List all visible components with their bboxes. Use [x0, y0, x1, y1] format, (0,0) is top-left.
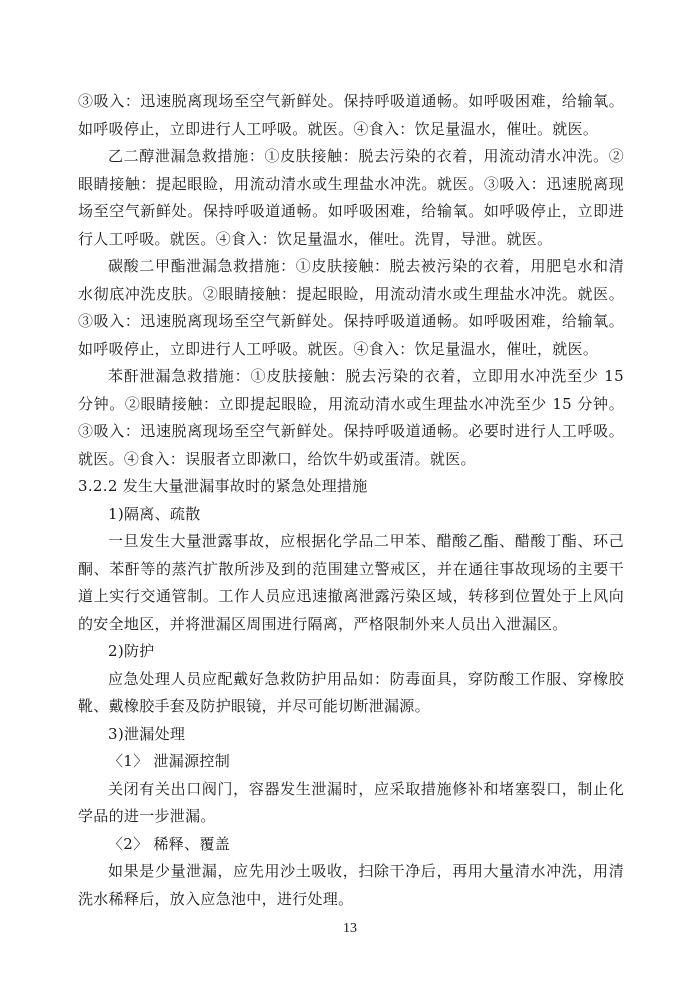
subheading-leak-handling: 3)泄漏处理	[108, 724, 186, 743]
paragraph-leak-source-control: 关闭有关出口阀门，容器发生泄漏时，应采取措施修补和堵塞裂口，制止化学品的进一步泄漏。	[78, 779, 624, 825]
subheading-dilution-cover: 〈2〉 稀释、覆盖	[108, 834, 231, 853]
paragraph-first-aid-continuation: ③吸入：迅速脱离现场至空气新鲜处。保持呼吸道通畅。如呼吸困难，给输氧。如呼吸停止，立即进行人工呼吸。就医。④食入：饮足量温水，催吐。就医。	[78, 92, 624, 138]
page-number: 13	[343, 921, 357, 936]
paragraph-dimethyl-carbonate: 碳酸二甲酯泄漏急救措施：①皮肤接触：脱去被污染的衣着，用肥皂水和清水彻底冲洗皮肤。②眼睛接触：提起眼睑，用流动清水或生理盐水冲洗。就医。③吸入：迅速脱离现场至空气新鲜处。保持呼吸道通畅。如呼吸困难，给输氧。如呼吸停止，立即进行人工呼吸。就医。④食入：饮足量温水，催吐，就医。	[78, 257, 624, 358]
paragraph-ethylene-glycol: 乙二醇泄漏急救措施：①皮肤接触：脱去污染的衣着，用流动清水冲洗。②眼睛接触：提起眼睑，用流动清水或生理盐水冲洗。就医。③吸入：迅速脱离现场至空气新鲜处。保持呼吸道通畅。如呼吸困难，给输氧。如呼吸停止，立即进行人工呼吸。就医。④食入：饮足量温水，催吐。洗胃，导泄。就医。	[78, 147, 624, 248]
subheading-leak-source-control: 〈1〉 泄漏源控制	[108, 752, 231, 770]
subheading-isolation: 1)隔离、疏散	[108, 504, 201, 523]
paragraph-protection: 应急处理人员应配戴好急救防护用品如：防毒面具，穿防酸工作服、穿橡胶靴、戴橡胶手套及防护眼镜，并尽可能切断泄漏源。	[78, 669, 624, 715]
subheading-protection: 2)防护	[108, 642, 155, 660]
document-body	[78, 88, 624, 913]
paragraph-isolation: 一旦发生大量泄露事故，应根据化学品二甲苯、醋酸乙酯、醋酸丁酯、环己酮、苯酐等的蒸汽扩散所涉及到的范围建立警戒区，并在通往事故现场的主要干道上实行交通管制。工作人员应迅速撤离泄露污染区域，转移到位置处于上风向的安全地区，并将泄漏区周围进行隔离，严格限制外来人员出入泄漏区。	[78, 532, 624, 633]
section-heading-3-2-2: 3.2.2 发生大量泄漏事故时的紧急处理措施	[78, 477, 368, 495]
paragraph-phthalic-anhydride: 苯酐泄漏急救措施：①皮肤接触：脱去污染的衣着，立即用水冲洗至少 15 分钟。②眼睛接触：立即提起眼睑，用流动清水或生理盐水冲洗至少 15 分钟。③吸入：迅速脱离现场至空气新鲜处。保持呼吸道通畅。必要时进行人工呼吸。就医。④食入：误服者立即漱口，给饮牛奶或蛋清。就医。	[78, 367, 624, 468]
paragraph-dilution-cover: 如果是少量泄漏，应先用沙土吸收，扫除干净后，再用大量清水冲洗，用清洗水稀释后，放入应急池中，进行处理。	[78, 862, 624, 908]
